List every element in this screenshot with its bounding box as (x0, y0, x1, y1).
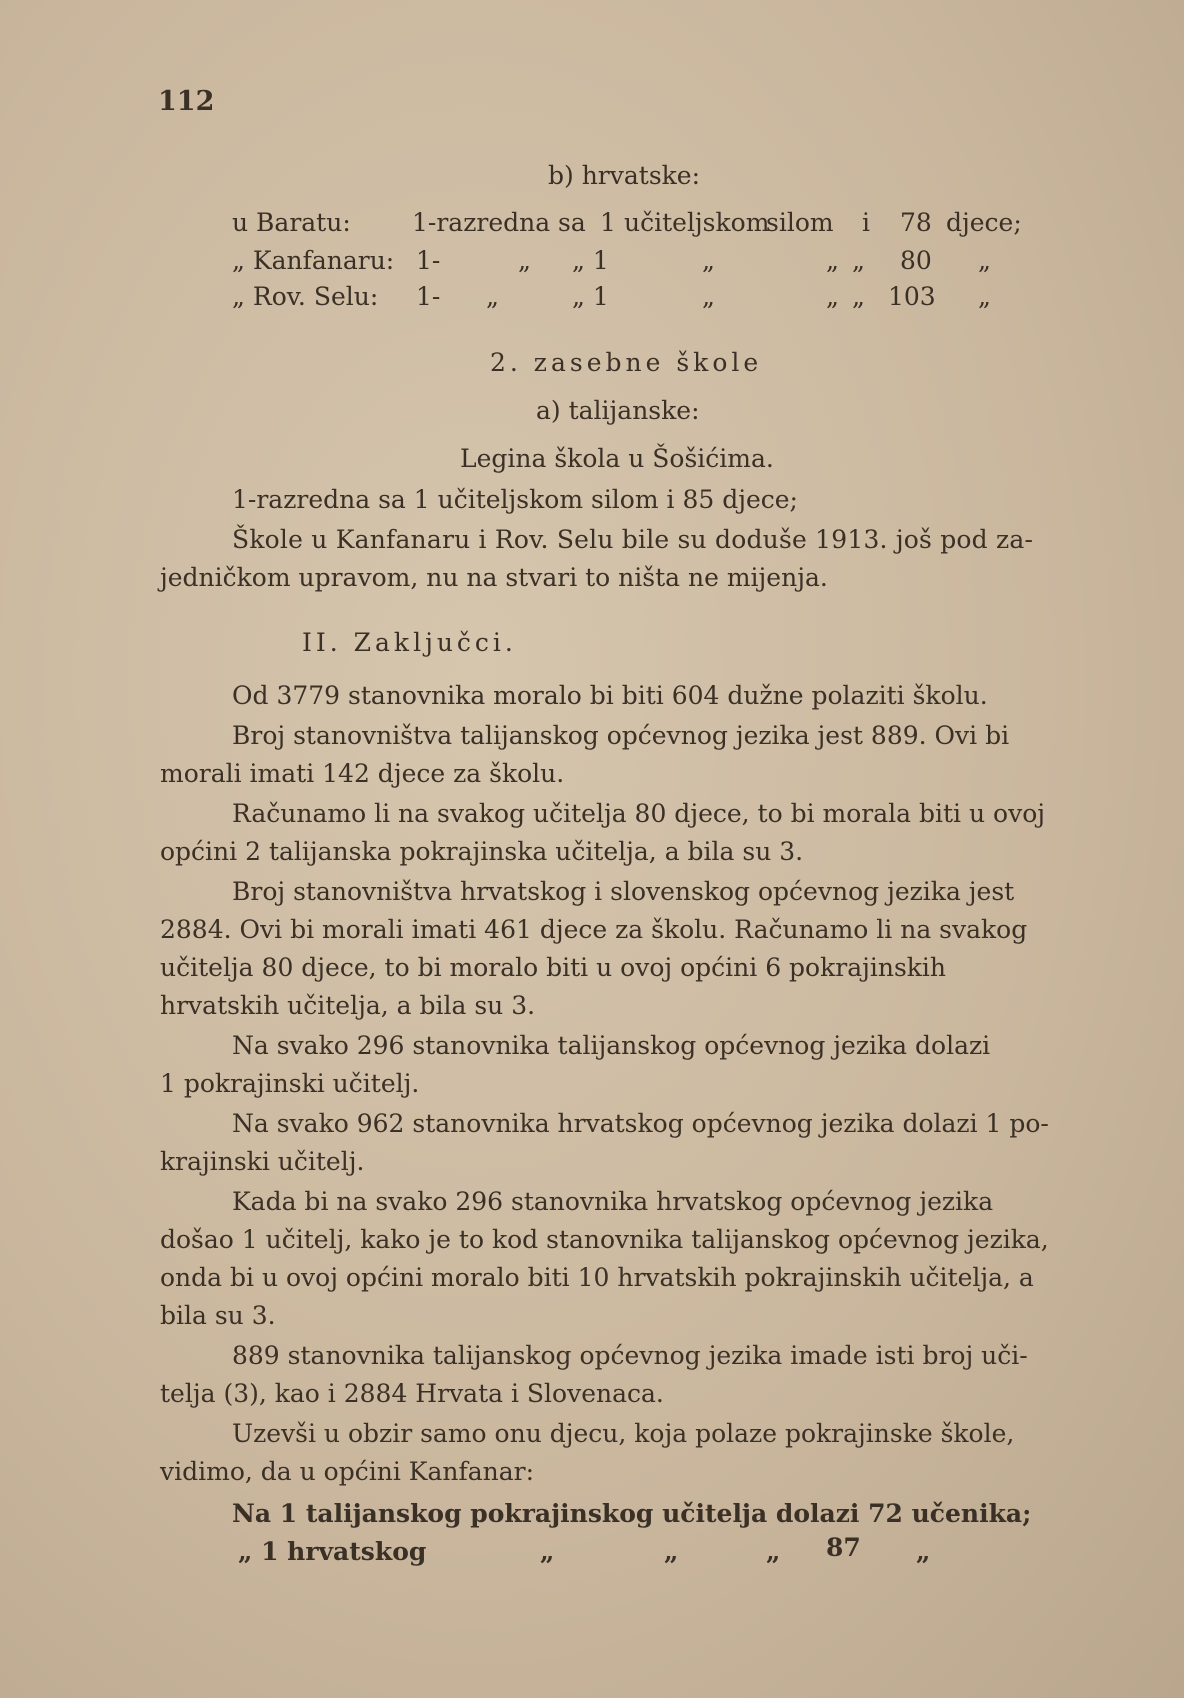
book-page: 112 b) hrvatske: u Baratu: 1-razredna sa 1 učiteljskom silom i 78 djece; „ Kanfanaru: 1- „ „ 1 „ „ „ 80 „ „ Rov. Selu: 1- „ „ 1 „ „ „ 103 „ 2. zasebne škole a) talijanske: Legina škola u Šošićima. 1-razredna sa 1 učiteljskom silom i 85 djece; Škole u Kanfanaru i Rov. Selu bile su doduše 1913. još pod za- jedničkom upravom, nu na stvari to ništa ne mijenja. II. Zaključci. Od 3779 stanovnika moralo bi biti 604 dužne polaziti školu. Broj stanovništva talijanskog općevnog jezika jest 889. Ovi bi morali imati 142 djece za školu. Računamo li na svakog učitelja 80 djece, to bi morala biti u ovoj općini 2 talijanska pokrajinska učitelja, a bila su 3. Broj stanovništva hrvatskog i slovenskog općevnog jezika jest 2884. Ovi bi morali imati 461 djece za školu. Računamo li na svakog učitelja 80 djece, to bi moralo biti u ovoj općini 6 pokrajinskih hrvatskih učitelja, a bila su 3. Na svako 296 stanovnika talijanskog općevnog jezika dolazi 1 pokrajinski učitelj. Na svako 962 stanovnika hrvatskog općevnog jezika dolazi 1 po- krajinski učitelj. Kada bi na svako 296 stanovnika hrvatskog općevnog jezika došao 1 učitelj, kako je to kod stanovnika talijanskog općevnog jezika, onda bi u ovoj općini moralo biti 10 hrvatskih pokrajinskih učitelja, a bila su 3. 889 stanovnika talijanskog općevnog jezika imade isti broj uči- telja (3), kao i 2884 Hrvata i Slovenaca. Uzevši u obzir samo onu djecu, koja polaze pokrajinske škole, vidimo, da u općini Kanfanar: Na 1 talijanskog pokrajinskog učitelja dolazi 72 učenika; „ 1 hrvatskog „ „ „ 87 „ (158, 86, 1049, 1566)
final-line: Na 1 talijanskog pokrajinskog učitelja dolazi 72 učenika; (232, 1499, 1032, 1528)
school-name: Legina škola u Šošićima. (460, 444, 774, 473)
section-b-heading: b) hrvatske: (548, 161, 701, 190)
section-a-heading: a) talijanske: (536, 396, 700, 425)
school-line: 1-razredna sa 1 učiteljskom silom i 85 djece; (232, 485, 798, 514)
section-2-heading: 2. zasebne škole (490, 348, 763, 377)
paragraph: Od 3779 stanovnika moralo bi biti 604 dužne polaziti školu. (232, 681, 988, 710)
page-number: 112 (158, 86, 215, 117)
conclusions-heading: II. Zaključci. (302, 628, 517, 657)
